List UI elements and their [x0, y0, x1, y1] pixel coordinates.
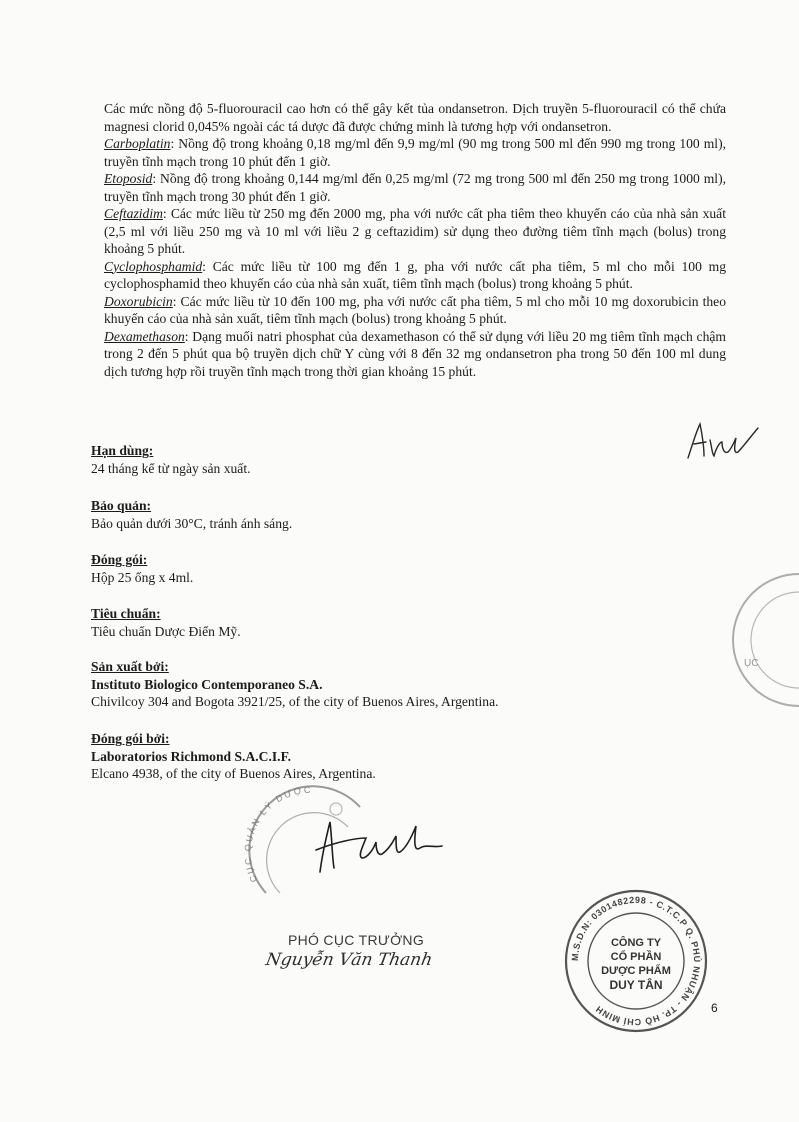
section-heading: Đóng gói: [91, 552, 148, 567]
section-heading: Sản xuất bởi: [91, 659, 169, 674]
drug-name: Dexamethason [104, 328, 185, 344]
storage-section [91, 497, 651, 532]
paragraph-fluorouracil: Các mức nồng độ 5-fluorouracil cao hơn có thể gây kết tủa ondansetron. Dịch truyền 5-fluorouracil có thể chứa magnesi clorid 0,045% ngoài các tá dược đã được chứng minh là tương hợp với ondansetron. [104, 101, 726, 134]
drug-name: Doxorubicin [104, 293, 173, 309]
deputy-title: PHÓ CỤC TRƯỞNG [288, 932, 425, 948]
company-name: Laboratorios Richmond S.A.C.I.F. [91, 748, 292, 764]
section-heading: Bảo quản: [91, 498, 152, 513]
paragraph-doxorubicin: Doxorubicin: Các mức liều từ 10 đến 100 mg, pha với nước cất pha tiêm, 5 ml cho mỗi 10 mg doxorubicin theo khuyến cáo của nhà sản xuất, tiêm tĩnh mạch (bolus) trong khoảng 5 phút. [104, 293, 726, 326]
compatibility-text [104, 100, 726, 380]
deputy-signature [296, 808, 446, 880]
company-stamp [561, 886, 711, 1036]
drug-name: Ceftazidim [104, 206, 163, 221]
paragraph-carboplatin: Carboplatin: Nồng độ trong khoảng 0,18 mg/ml đến 9,9 mg/ml (90 mg trong 500 ml đến 990 mg trong 100 ml), truyền tĩnh mạch trong 10 phút đến 1 giờ. [104, 136, 726, 169]
drug-name: Cyclophosphamid [104, 258, 203, 274]
paragraph-ceftazidim: Ceftazidim: Các mức liều từ 250 mg đến 2000 mg, pha với nước cất pha tiêm theo khuyến cáo của nhà sản xuất (2,5 ml với liều 250 mg và 10 ml với liều 2 g ceftazidim) sử dụng theo đường tiêm tĩnh mạch (bolus) trong khoảng 5 phút. [104, 206, 726, 256]
section-text: Bảo quản dưới 30°C, tránh ánh sáng. [91, 515, 293, 531]
manufacturer-section [91, 658, 651, 711]
deputy-name: Nguyễn Văn Thanh [264, 950, 434, 970]
section-heading: Hạn dùng: [91, 443, 154, 458]
section-heading: Đóng gói bởi: [91, 731, 170, 746]
svg-text:DƯỢC PHẨM: DƯỢC PHẨM [601, 965, 671, 977]
svg-text:CỤC QUẢN LÝ DƯỢC: CỤC QUẢN LÝ DƯỢC [242, 784, 313, 884]
page-number: 6 [711, 1001, 718, 1015]
company-address: Elcano 4938, of the city of Buenos Aires, Argentina. [91, 766, 376, 781]
paragraph-etoposid: Etoposid: Nồng độ trong khoảng 0,144 mg/ml đến 0,25 mg/ml (72 mg trong 500 ml đến 250 mg trong 1000 ml), truyền tĩnh mạch trong 30 phút đến 1 giờ. [104, 171, 726, 204]
svg-text:ỤC: ỤC [744, 658, 759, 669]
section-text: 24 tháng kể từ ngày sản xuất. [91, 460, 251, 476]
company-address: Chivilcoy 304 and Bogota 3921/25, of the city of Buenos Aires, Argentina. [91, 694, 499, 709]
section-heading: Tiêu chuẩn: [91, 606, 161, 621]
packaging-section [91, 551, 651, 586]
svg-text:CÔNG TY: CÔNG TY [610, 937, 662, 949]
drug-name: Etoposid [104, 171, 153, 186]
standard-section [91, 605, 651, 640]
drug-name: Carboplatin [104, 136, 171, 151]
shelf-life-section [91, 442, 651, 477]
initials-signature [682, 418, 762, 466]
svg-text:DUY TÂN: DUY TÂN [609, 978, 663, 992]
section-text: Tiêu chuẩn Dược Điển Mỹ. [91, 623, 241, 639]
company-name: Instituto Biologico Contemporaneo S.A. [91, 676, 323, 692]
paragraph-cyclophosphamid: Cyclophosphamid: Các mức liều từ 100 mg đến 1 g, pha với nước cất pha tiêm, 5 ml cho mỗi 100 mg cyclophosphamid theo khuyến cáo của nhà sản xuất, tiêm tĩnh mạch (bolus) trong khoảng 5 phút. [104, 258, 726, 291]
section-text: Hộp 25 ống x 4ml. [91, 569, 194, 585]
svg-text:M.S.D.N: 0301482298 - C.T.C.P: M.S.D.N: 0301482298 - C.T.C.P Q. PHÚ NHUẬN - TP. HỒ CHÍ MINH [569, 894, 703, 1028]
paragraph-dexamethason: Dexamethason: Dạng muối natri phosphat của dexamethason có thể sử dụng với liều 20 mg tiêm tĩnh mạch chậm trong 2 đến 5 phút qua bộ truyền dịch chữ Y cùng với 8 đến 32 mg ondansetron pha trong 50 đến 100 ml dung dịch tương hợp rồi truyền tĩnh mạch trong thời gian khoảng 15 phút. [104, 328, 726, 379]
partial-stamp [730, 570, 799, 710]
svg-text:CỔ PHẦN: CỔ PHẦN [610, 951, 662, 963]
